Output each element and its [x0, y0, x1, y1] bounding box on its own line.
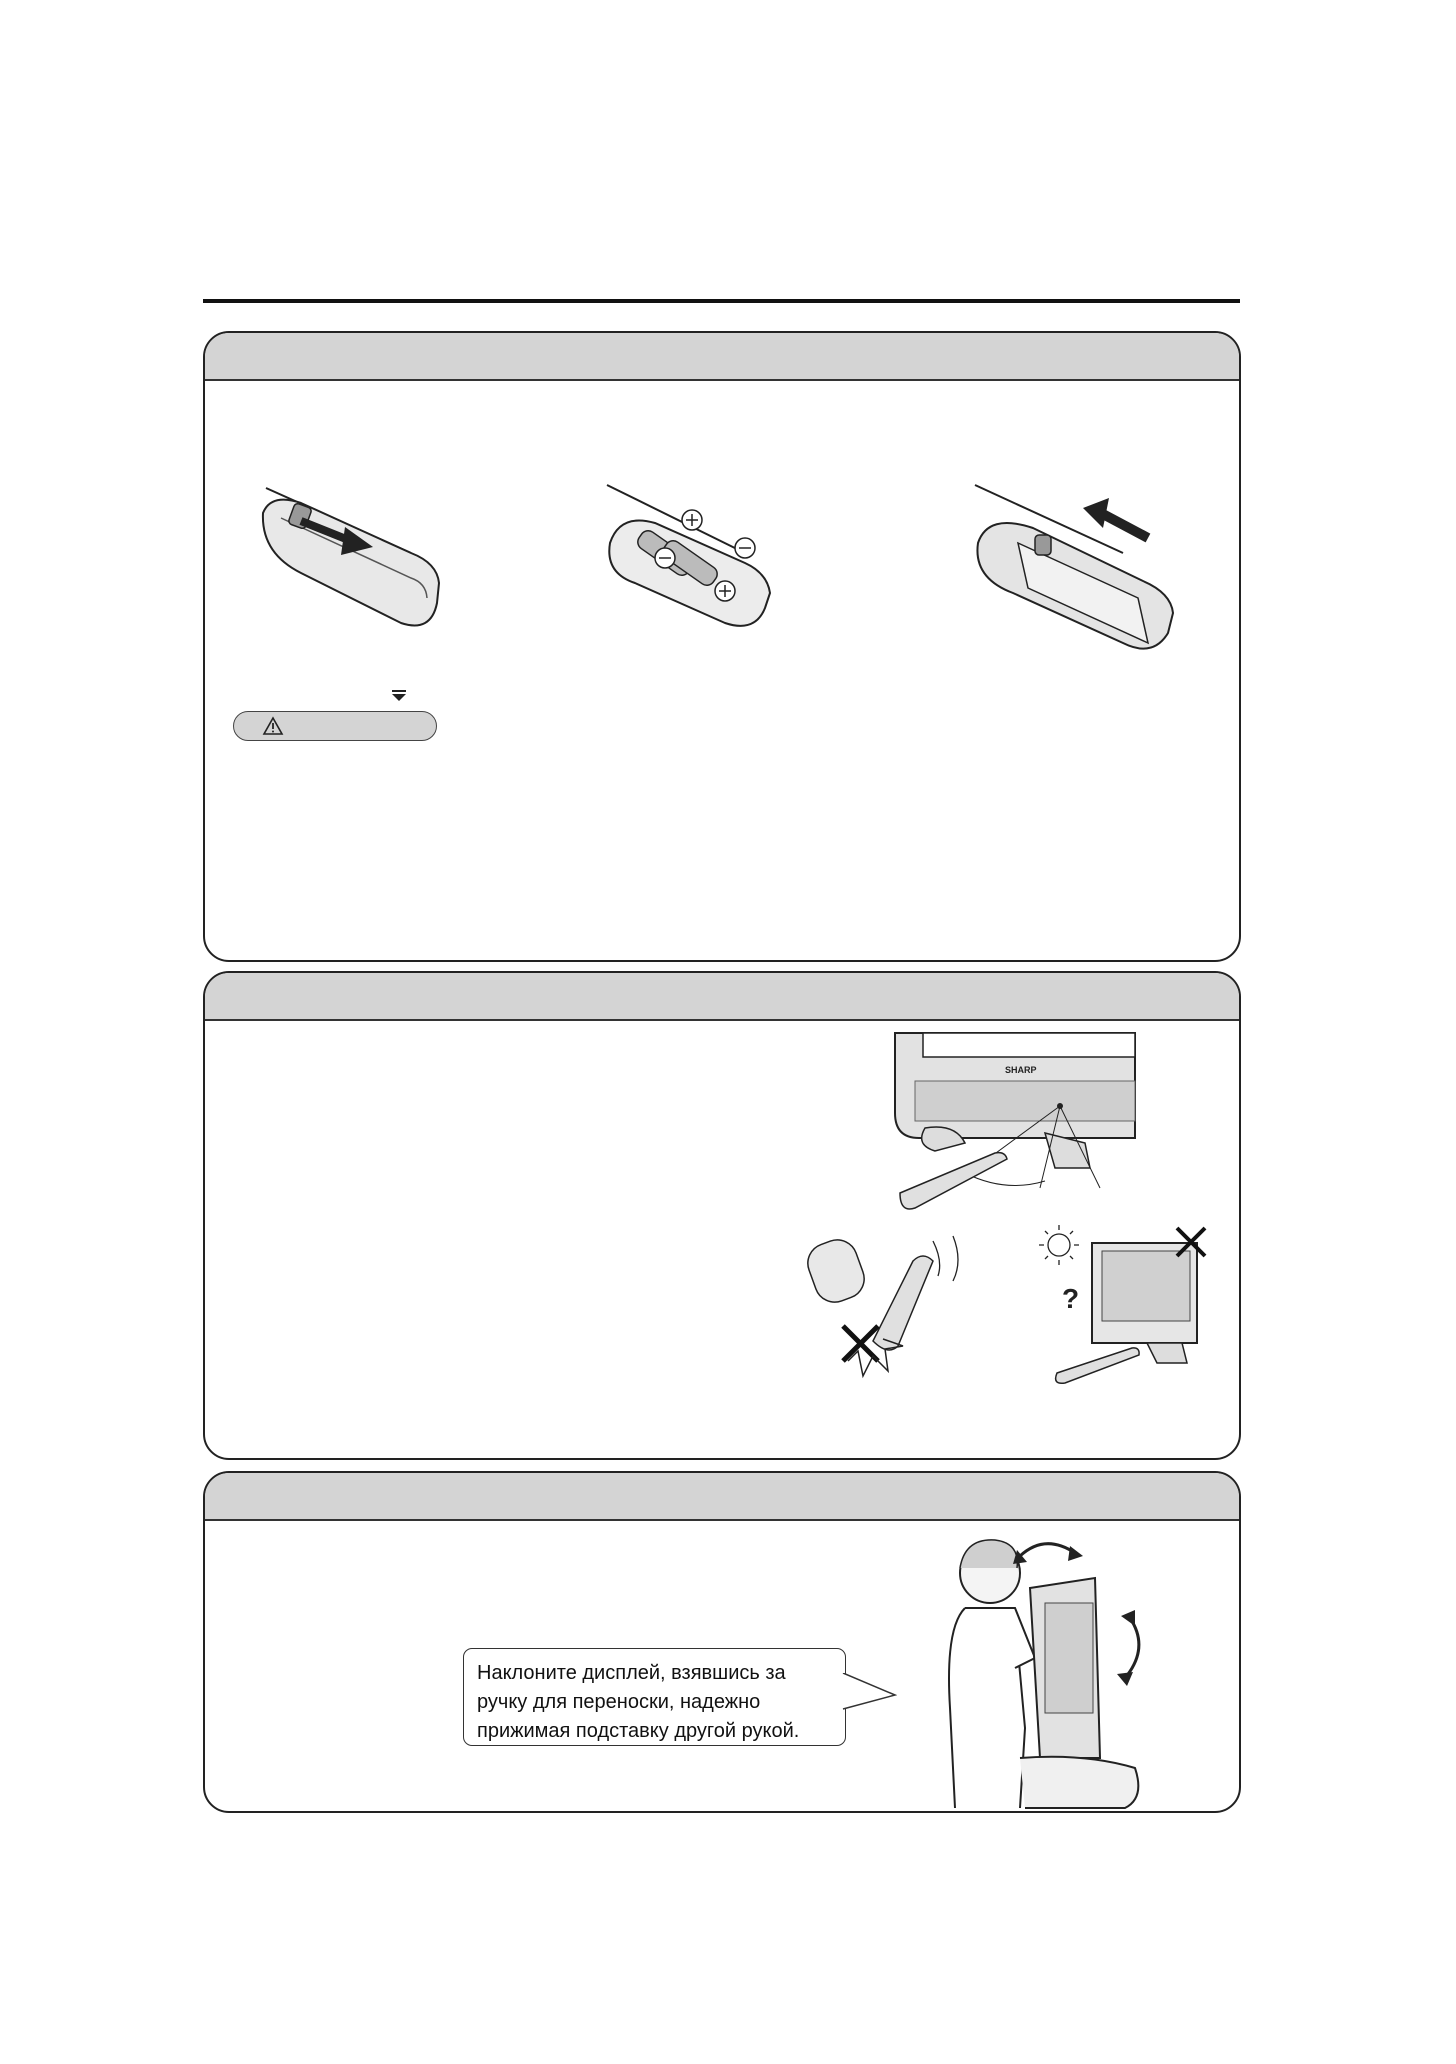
- callout-bubble: [463, 1648, 846, 1746]
- tv-remote-range-illustration: [895, 1033, 1205, 1223]
- callout-tail: [841, 1673, 897, 1713]
- top-rule: [203, 299, 1240, 303]
- sun-icon: [1039, 1225, 1079, 1265]
- panel-remote-range: [203, 971, 1241, 1460]
- panel-adjust-angle: [203, 1471, 1241, 1813]
- remote-damage-illustration: [803, 1231, 1003, 1391]
- callout-line-2: ручку для переноски, надежно: [477, 1691, 761, 1713]
- caution-label: [233, 711, 437, 741]
- person-tilting-display-illustration: [935, 1528, 1215, 1808]
- triangle-down-icon: [391, 690, 407, 702]
- panel-header: [205, 1473, 1239, 1521]
- remote-close-cover-illustration: [973, 483, 1203, 663]
- question-mark-icon: ?: [1062, 1283, 1080, 1314]
- panel-battery-install: [203, 331, 1241, 962]
- remote-open-cover-illustration: [261, 483, 451, 633]
- warning-triangle-icon: [262, 716, 284, 736]
- panel-header: [205, 333, 1239, 381]
- remote-batteries-illustration: [605, 483, 785, 643]
- callout-line-3: прижимая подставку другой рукой.: [477, 1720, 800, 1742]
- callout-line-1: Наклоните дисплей, взявшись за: [477, 1662, 786, 1684]
- brand-logo: SHARP: [1005, 1065, 1037, 1075]
- panel-header: [205, 973, 1239, 1021]
- tv-sunlight-illustration: [1037, 1223, 1227, 1393]
